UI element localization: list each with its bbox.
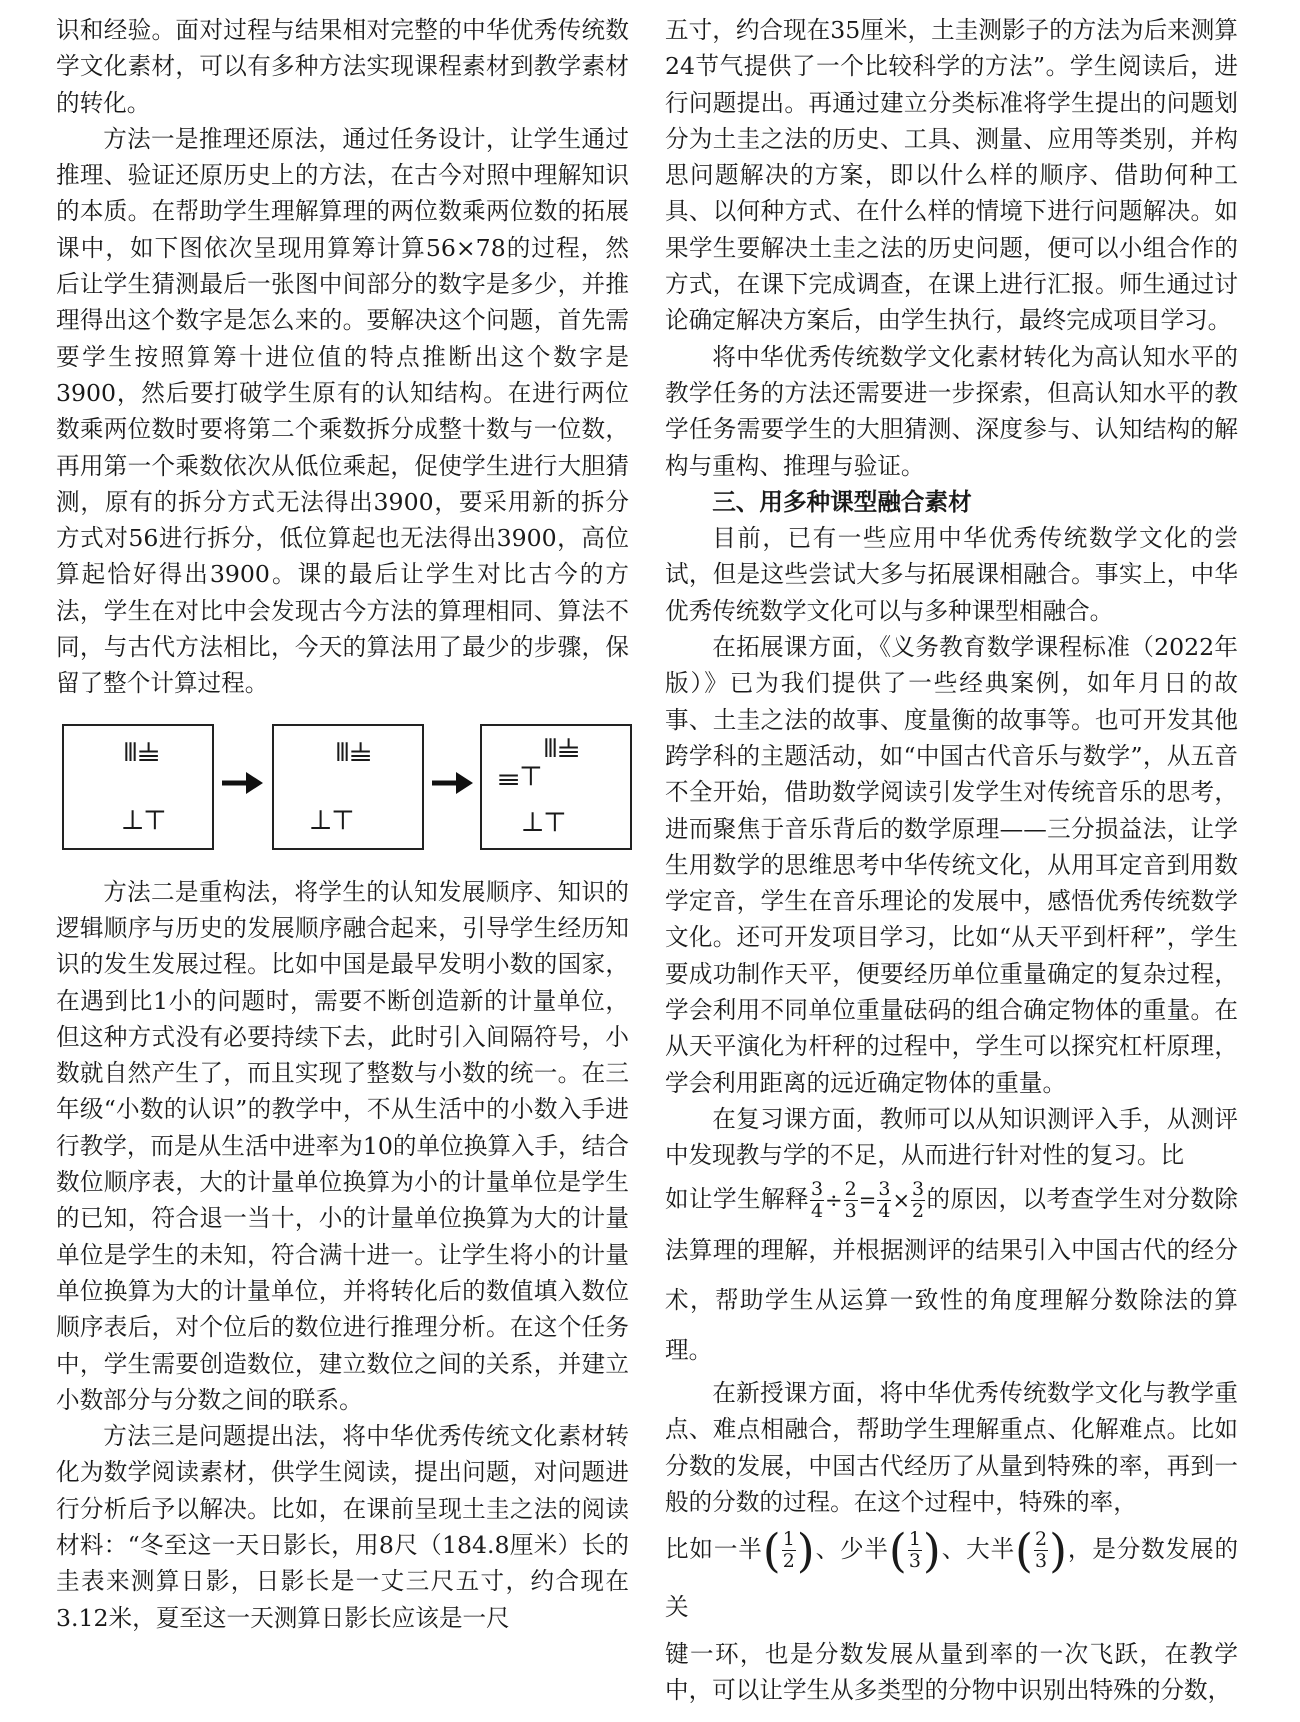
paragraph: 将中华优秀传统数学文化素材转化为高认知水平的教学任务的方法还需要进一步探索，但高认知水平的教学任务需要学生的大胆猜测、深度参与、认知结构的解构与重构、推理与验证。	[665, 342, 1238, 480]
text-run: 、大半	[940, 1535, 1016, 1564]
paragraph: 在拓展课方面，《义务教育数学课程标准（2022年版）》已为我们提供了一些经典案例，如年月日的故事、土圭之法的故事、度量衡的故事等。也可开发其他跨学科的主题活动，如“中国古代音乐与数学”，从五音不全开始，借助数学阅读引发学生对传统音乐的思考，进而聚焦于音乐背后的数学原理——三分损益法，让学生用数学的思维思考中华传统文化，从用耳定音到用数学定音，学生在音乐理论的发展中，感悟优秀传统数学文化。还可开发项目学习，比如“从天平到杆秤”，学生要成功制作天平，便要经历单位重量确定的复杂过程，学会利用不同单位重量砝码的组合确定物体的重量。在从天平演化为杆秤的过程中，学生可以探究杠杆原理，学会利用距离的远近确定物体的重量。	[665, 633, 1238, 1097]
fraction-half: $\frac{1}{2}$	[782, 1528, 795, 1573]
paragraph-continued	[665, 1174, 1238, 1376]
fraction-two-thirds: $\frac{2}{3}$	[1034, 1528, 1048, 1573]
rods-panel-3	[480, 724, 632, 850]
rods-panel-1	[62, 724, 214, 850]
rods-top-number: 𝍫𝍧	[124, 737, 161, 768]
rods-top-number: 𝍫𝍧	[336, 737, 373, 768]
text-run: ，是分数发展的关	[665, 1535, 1239, 1622]
paragraph: 方法一是推理还原法，通过任务设计，让学生通过推理、验证还原历史上的方法，在古今对照中理解知识的本质。在帮助学生理解算理的两位数乘两位数的拓展课中，如下图依次呈现用算筹计算56×78的过程，然后让学生猜测最后一张图中间部分的数字是多少，并推理得出这个数字是怎么来的。要解决这个问题，首先需要学生按照算筹十进位值的特点推断出这个数字是3900，然后要打破学生原有的认知结构。在进行两位数乘两位数时要将第二个乘数拆分成整十数与一位数，再用第一个乘数依次从低位乘起，促使学生进行大胆猜测，原有的拆分方式无法得出3900，要采用新的拆分方式对56进行拆分，低位算起也无法得出3900，高位算起恰好得出3900。课的最后让学生对比古今的方法，学生在对比中会发现古今方法的算理相同、算法不同，与古代方法相比，今天的算法用了最少的步骤，保留了整个计算过程。	[56, 124, 629, 698]
text-run: 比如一半	[665, 1535, 763, 1564]
rods-bottom-number: 𝍥𝍮	[310, 805, 355, 836]
rods-top-number: 𝍫𝍧	[544, 733, 581, 764]
paragraph: 方法三是问题提出法，将中华优秀传统文化素材转化为数学阅读素材，供学生阅读，提出问题，对问题进行分析后予以解决。比如，在课前呈现土圭之法的阅读材料：“冬至这一天日影长，用8尺（184.8厘米）长的圭表来测算日影，日影长是一丈三尺五寸，约合现在3.12米，夏至这一天测算日影长应该是一尺	[56, 1422, 629, 1632]
fraction: $\frac{3}{2}$	[912, 1177, 925, 1222]
arrow-right-icon	[220, 769, 264, 797]
text-run: 在新授课方面，将中华优秀传统数学文化与教学重点、难点相融合，帮助学生理解重点、化解难点。比如分数的发展，中国古代经历了从量到特殊的率，再到一般的分数的过程。在这个过程中，特殊的率，	[665, 1379, 1238, 1516]
paragraph	[665, 1101, 1238, 1174]
rods-bottom-number: 𝍥𝍮	[122, 805, 167, 836]
rods-middle-number: 𝍢𝍮	[498, 761, 543, 792]
times-sign: ×	[892, 1188, 911, 1212]
fraction: $\frac{2}{3}$	[844, 1177, 857, 1222]
paragraph: 五寸，约合现在35厘米，土圭测影子的方法为后来测算24节气提供了一个比较科学的方法”。学生阅读后，进行问题提出。再通过建立分类标准将学生提出的问题划分为土圭之法的历史、工具、测量、应用等类别，并构思问题解决的方案，即以什么样的顺序、借助何种工具、以何种方式、在什么样的情境下进行问题解决。如果学生要解决土圭之法的历史问题，便可以小组合作的方式，在课下完成调查，在课上进行汇报。师生通过讨论确定解决方案后，由学生执行，最终完成项目学习。	[665, 16, 1238, 335]
text-run: 的原因，以考查学生对分数除法算理的理解，并根据测评的结果引入中国古代的经分术，帮助学生从运算一致性的角度理解分数除法的算理。	[665, 1184, 1239, 1364]
paragraph: 方法二是重构法，将学生的认知发展顺序、知识的逻辑顺序与历史的发展顺序融合起来，引导学生经历知识的发生发展过程。比如中国是最早发明小数的国家，在遇到比1小的问题时，需要不断创造新的计量单位，但这种方式没有必要持续下去，此时引入间隔符号，小数就自然产生了，而且实现了整数与小数的统一。在三年级“小数的认识”的教学中，不从生活中的小数入手进行教学，而是从生活中进率为10的单位换算入手，结合数位顺序表，大的计量单位换算为小的计量单位是学生的已知，符合退一当十，小的计量单位换算为大的计量单位是学生的未知，符合满十进一。让学生将小的计量单位换算为大的计量单位，并将转化后的数值填入数位顺序表后，对个位后的数位进行推理分析。在这个任务中，学生需要创造数位，建立数位之间的关系，并建立小数部分与分数之间的联系。	[56, 877, 629, 1414]
text-run: 如让学生解释	[665, 1184, 809, 1213]
fraction: $\frac{3}{4}$	[810, 1177, 824, 1222]
paragraph	[665, 1375, 1238, 1520]
equals-sign: =	[858, 1188, 877, 1212]
right-column	[665, 12, 1238, 1709]
section-heading: 三、用多种课型融合素材	[712, 487, 972, 516]
paragraph: 目前，已有一些应用中华优秀传统数学文化的尝试，但是这些尝试大多与拓展课相融合。事实上，中华优秀传统数学文化可以与多种课型相融合。	[665, 524, 1238, 625]
text-run: 在复习课方面，教师可以从知识测评入手，从测评中发现教与学的不足，从而进行针对性的复习。比	[665, 1104, 1238, 1170]
divide-sign: ÷	[825, 1188, 843, 1212]
fraction-third: $\frac{1}{3}$	[908, 1528, 921, 1573]
counting-rods-figure	[56, 716, 629, 862]
paragraph-continued: 键一环，也是分数发展从量到率的一次飞跃，在教学中，可以让学生从多类型的分物中识别出特殊的分数，	[665, 1640, 1238, 1705]
arrow-right-icon	[430, 769, 474, 797]
text-run: 、少半	[814, 1535, 889, 1564]
fraction: $\frac{3}{4}$	[878, 1177, 891, 1222]
left-column	[56, 12, 629, 1636]
paragraph: 识和经验。面对过程与结果相对完整的中华优秀传统数学文化素材，可以有多种方法实现课程素材到教学素材的转化。	[56, 16, 629, 117]
rods-panel-2	[272, 724, 424, 850]
rods-bottom-number: 𝍥𝍮	[522, 807, 567, 838]
paragraph-continued: 比如一半( $\frac{1}{2}$ )、少半( $\frac{1}{3}$ )、大半( $\frac{2}{3}$ )，是分数发展的关	[665, 1523, 1239, 1622]
